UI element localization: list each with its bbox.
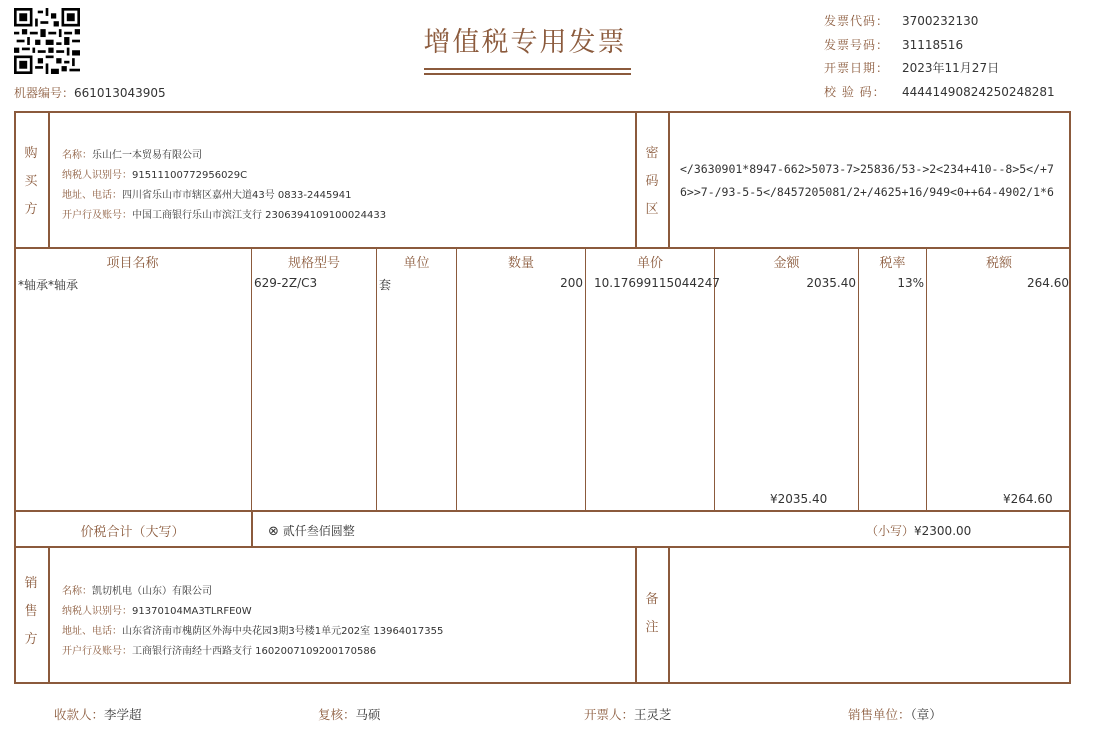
cipher-section-label bbox=[642, 140, 662, 224]
cipher-label-char: 密 bbox=[645, 146, 659, 161]
grand-total-small bbox=[866, 522, 971, 539]
payee-value: 李学超 bbox=[104, 707, 142, 722]
issue-date-value: 2023年11月27日 bbox=[902, 61, 1000, 75]
header-unit: 单位 bbox=[403, 256, 430, 271]
buyer-tax-id bbox=[62, 166, 247, 181]
buyer-address-label: 地址、电话： bbox=[62, 190, 122, 201]
column-divider bbox=[585, 248, 586, 510]
column-divider bbox=[376, 248, 377, 510]
reviewer-value: 马硕 bbox=[355, 707, 381, 722]
grand-total-words-value: 贰仟叁佰圆整 bbox=[282, 524, 355, 538]
header-qty: 数量 bbox=[507, 256, 534, 271]
machine-number-label: 机器编号： bbox=[14, 86, 75, 100]
item-price: 10.17699115044247 bbox=[594, 276, 720, 290]
buyer-label-char: 买 bbox=[24, 174, 38, 189]
seller-bank-label: 开户行及账号： bbox=[62, 646, 132, 657]
buyer-bank-label: 开户行及账号： bbox=[62, 210, 132, 221]
buyer-name-label: 名称： bbox=[62, 150, 92, 161]
seller-label-char: 售 bbox=[24, 604, 38, 619]
divider bbox=[14, 546, 1071, 548]
check-code-value: 44441490824250248281 bbox=[902, 85, 1055, 99]
divider bbox=[14, 247, 1071, 249]
cipher-label-char: 码 bbox=[645, 174, 659, 189]
seller-bank-value: 工商银行济南经十西路支行 1602007109200170586 bbox=[132, 646, 377, 657]
seller-name bbox=[62, 582, 212, 597]
buyer-label-char: 方 bbox=[24, 202, 38, 217]
remarks-section-label bbox=[642, 586, 662, 642]
divider bbox=[635, 111, 637, 248]
machine-number bbox=[14, 84, 166, 101]
buyer-address-value: 四川省乐山市市辖区嘉州大道43号 0833-2445941 bbox=[122, 190, 352, 201]
qr-code-icon bbox=[14, 8, 80, 74]
item-name: *轴承*轴承 bbox=[18, 278, 79, 292]
seller-address-value: 山东省济南市槐荫区外海中央花园3期3号楼1单元202室 13964017355 bbox=[122, 626, 444, 637]
payee-label: 收款人： bbox=[54, 707, 105, 722]
divider bbox=[48, 546, 50, 684]
seller-seal-label: 销售单位： bbox=[848, 707, 911, 722]
buyer-tax-id-value: 91511100772956029C bbox=[132, 170, 248, 181]
check-code-label: 校 验 码： bbox=[824, 85, 886, 99]
divider bbox=[14, 510, 1071, 512]
invoice-code-label: 发票代码： bbox=[824, 14, 890, 28]
divider bbox=[251, 511, 253, 547]
header-item-name: 项目名称 bbox=[106, 256, 159, 271]
buyer-section-label bbox=[21, 140, 41, 224]
payee bbox=[54, 705, 142, 723]
buyer-name bbox=[62, 146, 202, 161]
header-price: 单价 bbox=[636, 256, 663, 271]
item-unit: 套 bbox=[379, 278, 392, 292]
buyer-tax-id-label: 纳税人识别号： bbox=[62, 170, 132, 181]
cipher-line: </3630901*8947-662>5073-7>25836/53->2<234+410--8>5</+7 bbox=[680, 162, 1054, 176]
total-tax: ¥264.60 bbox=[1003, 492, 1053, 506]
header-rate: 税率 bbox=[879, 256, 906, 271]
seller-name-value: 凯切机电（山东）有限公司 bbox=[92, 586, 212, 597]
item-amount: 2035.40 bbox=[806, 276, 856, 290]
buyer-bank bbox=[62, 206, 386, 221]
seller-tax-id bbox=[62, 602, 252, 617]
invoice-code-value: 3700232130 bbox=[902, 14, 979, 28]
header-amount: 金额 bbox=[773, 256, 800, 271]
item-rate: 13% bbox=[897, 276, 924, 290]
invoice-code bbox=[824, 12, 978, 29]
header-spec: 规格型号 bbox=[287, 256, 340, 271]
reviewer bbox=[318, 705, 381, 723]
cipher-line: 6>>7-/93-5-5</8457205081/2+/4625+16/949<0++64-4902/1*6 bbox=[680, 185, 1054, 199]
invoice-number bbox=[824, 36, 963, 53]
seller-address bbox=[62, 622, 443, 637]
buyer-name-value: 乐山仁一本贸易有限公司 bbox=[92, 150, 202, 161]
issuer-value: 王灵芝 bbox=[634, 707, 672, 722]
item-tax: 264.60 bbox=[1027, 276, 1069, 290]
grand-total-small-label: （小写） bbox=[866, 524, 915, 538]
circle-x-icon: ⊗ bbox=[268, 524, 279, 539]
buyer-label-char: 购 bbox=[24, 146, 38, 161]
seller-tax-id-label: 纳税人识别号： bbox=[62, 606, 132, 617]
cipher-label-char: 区 bbox=[645, 202, 659, 217]
remarks-label-char: 注 bbox=[645, 620, 659, 635]
reviewer-label: 复核： bbox=[318, 707, 356, 722]
divider bbox=[668, 546, 670, 684]
issuer bbox=[584, 705, 672, 723]
divider bbox=[635, 546, 637, 684]
seller-seal bbox=[848, 705, 942, 723]
machine-number-value: 661013043905 bbox=[74, 86, 166, 100]
title-underline bbox=[424, 73, 631, 75]
grand-total-small-value: ¥2300.00 bbox=[914, 524, 972, 538]
issue-date-label: 开票日期： bbox=[824, 61, 890, 75]
title-underline bbox=[424, 68, 631, 70]
grand-total-label: 价税合计（大写） bbox=[80, 525, 185, 540]
divider bbox=[48, 111, 50, 248]
seller-address-label: 地址、电话： bbox=[62, 626, 122, 637]
seller-tax-id-value: 91370104MA3TLRFE0W bbox=[132, 606, 252, 617]
seller-section-label bbox=[21, 570, 41, 654]
header-tax: 税额 bbox=[985, 256, 1012, 271]
item-qty: 200 bbox=[560, 276, 583, 290]
column-divider bbox=[251, 248, 252, 510]
invoice-number-label: 发票号码： bbox=[824, 38, 890, 52]
buyer-address bbox=[62, 186, 352, 201]
invoice-number-value: 31118516 bbox=[902, 38, 964, 52]
check-code bbox=[824, 83, 1055, 100]
seller-seal-value: （章） bbox=[910, 707, 942, 722]
item-spec: 629-2Z/C3 bbox=[254, 276, 318, 290]
seller-name-label: 名称： bbox=[62, 586, 92, 597]
seller-label-char: 方 bbox=[24, 632, 38, 647]
grand-total-words bbox=[268, 522, 355, 539]
seller-bank bbox=[62, 642, 376, 657]
divider bbox=[668, 111, 670, 248]
invoice-title: 增值税专用发票 bbox=[423, 27, 627, 58]
seller-label-char: 销 bbox=[24, 576, 38, 591]
buyer-bank-value: 中国工商银行乐山市滨江支行 2306394109100024433 bbox=[132, 210, 387, 221]
remarks-label-char: 备 bbox=[645, 592, 659, 607]
total-amount: ¥2035.40 bbox=[770, 492, 828, 506]
issuer-label: 开票人： bbox=[584, 707, 635, 722]
issue-date bbox=[824, 59, 999, 76]
